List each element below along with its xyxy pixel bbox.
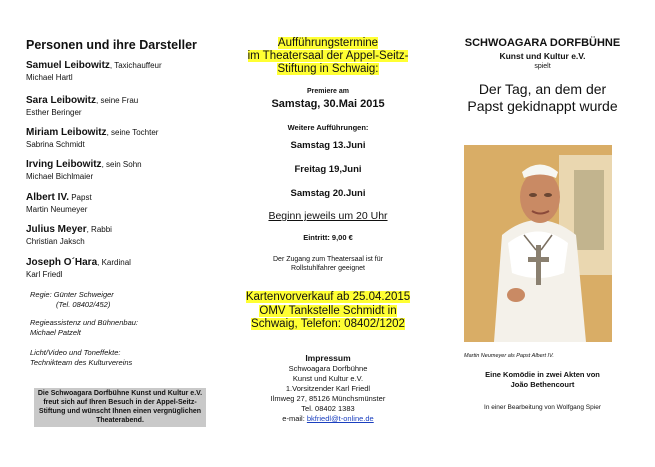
cast-entry: Sara Leibowitz, seine Frau Esther Beringer: [26, 95, 139, 117]
performance-date: Samstag 20.Juni: [290, 188, 366, 199]
photo-caption: Martin Neumeyer als Papst Albert IV.: [464, 353, 554, 359]
performance-date: Samstag 13.Juni: [290, 140, 366, 151]
pope-photo: [464, 145, 612, 342]
cast-entry: Samuel Leibowitz, Taxichauffeur Michael Hartl: [26, 60, 162, 82]
assistant-credit: Regieassistenz und Bühnenbau: Michael Patzelt: [30, 318, 138, 337]
cast-column: [26, 0, 216, 467]
adaptation-credit: In einer Bearbeitung von Wolfgang Spier: [484, 404, 601, 411]
cast-entry: Joseph O´Hara, Kardinal Karl Friedl: [26, 257, 131, 279]
welcome-box: Die Schwoagara Dorfbühne Kunst und Kultur e.V. freut sich auf Ihren Besuch in der Appel-Seitz-Stiftung und wünscht Ihnen einen vergnüglichen Theaterabend.: [34, 388, 206, 427]
organization-name: SCHWOAGARA DORFBÜHNE: [464, 37, 621, 49]
premiere-label: Premiere am: [306, 88, 350, 95]
regie-credit: Regie: Günter Schweiger (Tel. 08402/452): [30, 290, 114, 309]
light-credit: Licht/Video und Toneffekte: Technikteam des Kulturvereins: [30, 348, 133, 367]
start-time: Beginn jeweils um 20 Uhr: [268, 210, 388, 222]
cast-heading: Personen und ihre Darsteller: [26, 38, 197, 52]
title-column: [440, 0, 645, 467]
organization-subtitle: Kunst und Kultur e.V.: [499, 51, 586, 61]
play-title: Der Tag, an dem der Papst gekidnappt wurde: [467, 81, 618, 114]
pope-illustration: [464, 145, 612, 342]
further-performances-label: Weitere Aufführungen:: [287, 123, 369, 132]
cast-entry: Irving Leibowitz, sein Sohn Michael Bichlmaier: [26, 159, 142, 181]
spielt-label: spielt: [534, 63, 551, 70]
comedy-credit: Eine Komödie in zwei Akten von João Bethencourt: [485, 370, 600, 389]
dates-column: [228, 0, 428, 467]
email-link[interactable]: bkfriedl@t-online.de: [306, 414, 374, 423]
premiere-date: Samstag, 30.Mai 2015: [271, 98, 385, 110]
cast-entry: Albert IV. Papst Martin Neumeyer: [26, 192, 92, 214]
performance-date: Freitag 19,Juni: [294, 164, 362, 175]
admission-price: Eintritt: 9,00 €: [303, 233, 353, 242]
impressum: Impressum Schwoagara Dorfbühne Kunst und Kultur e.V. 1.Vorsitzender Karl Friedl Ilmweg 27, 85126 Münchsmünster Tel. 08402 1383 e-mail: bkfriedl@t-online.de: [270, 353, 386, 423]
cast-entry: Julius Meyer, Rabbi Christian Jaksch: [26, 224, 112, 246]
accessibility-note: Der Zugang zum Theatersaal ist für Rollstuhlfahrer geeignet: [273, 256, 383, 272]
cast-entry: Miriam Leibowitz, seine Tochter Sabrina Schmidt: [26, 127, 159, 149]
performances-heading: Aufführungstermine im Theatersaal der Appel-Seitz- Stiftung in Schwaig:: [247, 37, 409, 75]
presale-info: Kartenvorverkauf ab 25.04.2015 OMV Tankstelle Schmidt in Schwaig, Telefon: 08402/1202: [245, 291, 411, 330]
